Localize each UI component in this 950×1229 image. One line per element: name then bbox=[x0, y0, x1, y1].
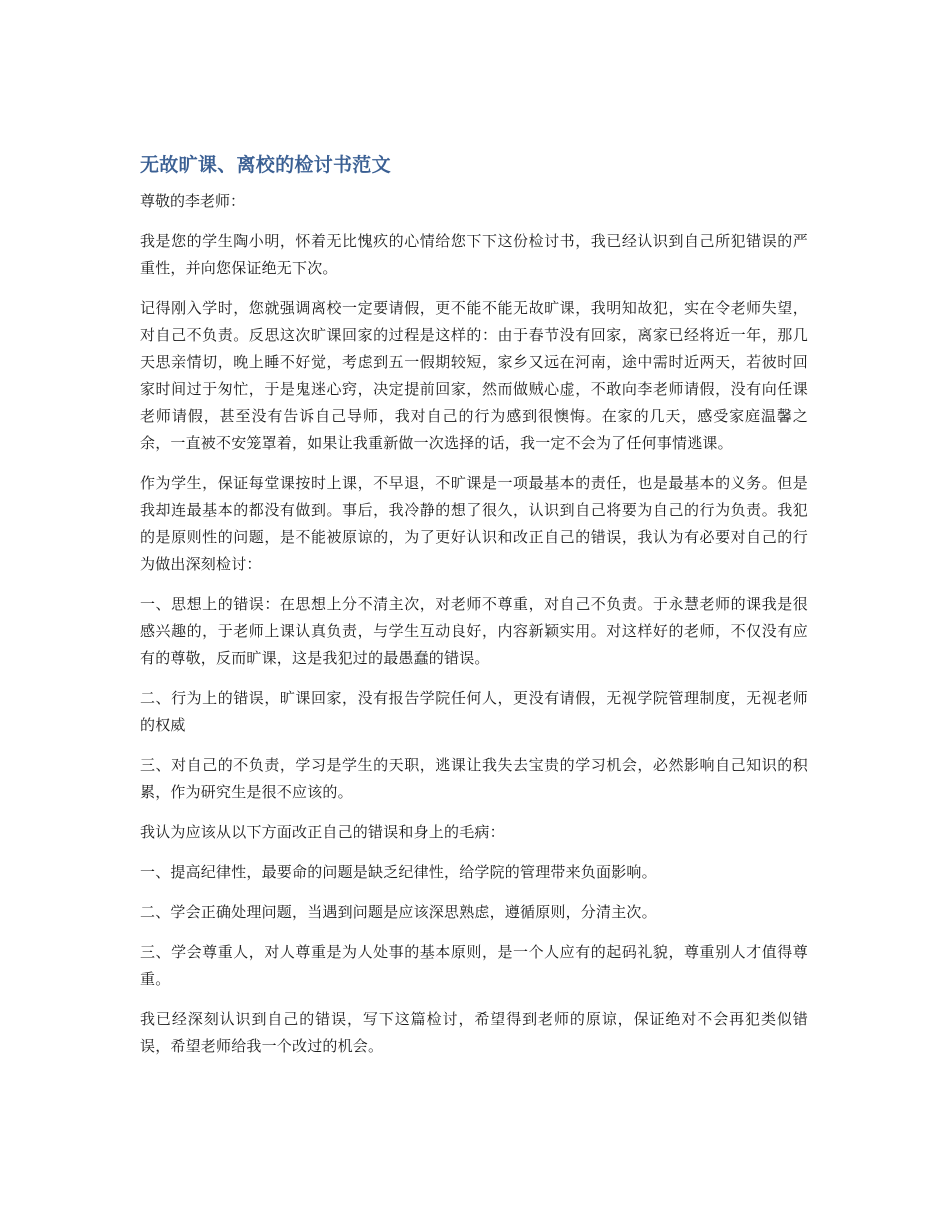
paragraph-responsibility: 作为学生，保证每堂课按时上课，不早退，不旷课是一项最基本的责任，也是最基本的义务。但是我却连最基本的都没有做到。事后，我冷静的想了很久，认识到自己将要为自己的行为负责。我犯的是原则性的问题，是不能被原谅的，为了更好认识和改正自己的错误，我认为有必要对自己的行为做出深刻检讨： bbox=[140, 474, 808, 573]
paragraph-mistake-behavior: 二、行为上的错误，旷课回家，没有报告学院任何人，更没有请假，无视学院管理制度，无视老师的权威 bbox=[140, 689, 808, 734]
salutation: 尊敬的李老师： bbox=[140, 192, 246, 210]
paragraph-mistake-thought: 一、思想上的错误：在思想上分不清主次，对老师不尊重，对自己不负责。于永慧老师的课我是很感兴趣的，于老师上课认真负责，与学生互动良好，内容新颖实用。对这样好的老师，不仅没有应有的尊敬，反而旷课，这是我犯过的最愚蠢的错误。 bbox=[140, 595, 808, 667]
paragraph-intro: 我是您的学生陶小明，怀着无比愧疚的心情给您下下这份检讨书，我已经认识到自己所犯错误的严重性，并向您保证绝无下次。 bbox=[140, 232, 808, 277]
document-title: 无故旷课、离校的检讨书范文 bbox=[140, 154, 391, 176]
paragraph-improvement-discipline: 一、提高纪律性，最要命的问题是缺乏纪律性，给学院的管理带来负面影响。 bbox=[140, 863, 657, 881]
paragraph-improvement-respect: 三、学会尊重人，对人尊重是为人处事的基本原则，是一个人应有的起码礼貌，尊重别人才值得尊重。 bbox=[140, 943, 808, 988]
paragraph-background: 记得刚入学时，您就强调离校一定要请假，更不能不能无故旷课，我明知故犯，实在令老师失望，对自己不负责。反思这次旷课回家的过程是这样的：由于春节没有回家，离家已经将近一年，那几天思亲情切，晚上睡不好觉，考虑到五一假期较短，家乡又远在河南，途中需时近两天，若彼时回家时间过于匆忙，于是鬼迷心窍，决定提前回家，然而做贼心虚，不敢向李老师请假，没有向任课老师请假，甚至没有告诉自己导师，我对自己的行为感到很懊悔。在家的几天，感受家庭温馨之余，一直被不安笼罩着，如果让我重新做一次选择的话，我一定不会为了任何事情逃课。 bbox=[140, 299, 808, 452]
paragraph-improvement-problems: 二、学会正确处理问题，当遇到问题是应该深思熟虑，遵循原则，分清主次。 bbox=[140, 903, 657, 921]
document-page bbox=[140, 148, 808, 1073]
paragraph-conclusion: 我已经深刻认识到自己的错误，写下这篇检讨，希望得到老师的原谅，保证绝对不会再犯类似错误，希望老师给我一个改过的机会。 bbox=[140, 1010, 808, 1055]
paragraph-improvement-intro: 我认为应该从以下方面改正自己的错误和身上的毛病： bbox=[140, 823, 505, 841]
paragraph-mistake-self: 三、对自己的不负责，学习是学生的天职，逃课让我失去宝贵的学习机会，必然影响自己知识的积累，作为研究生是很不应该的。 bbox=[140, 756, 808, 801]
